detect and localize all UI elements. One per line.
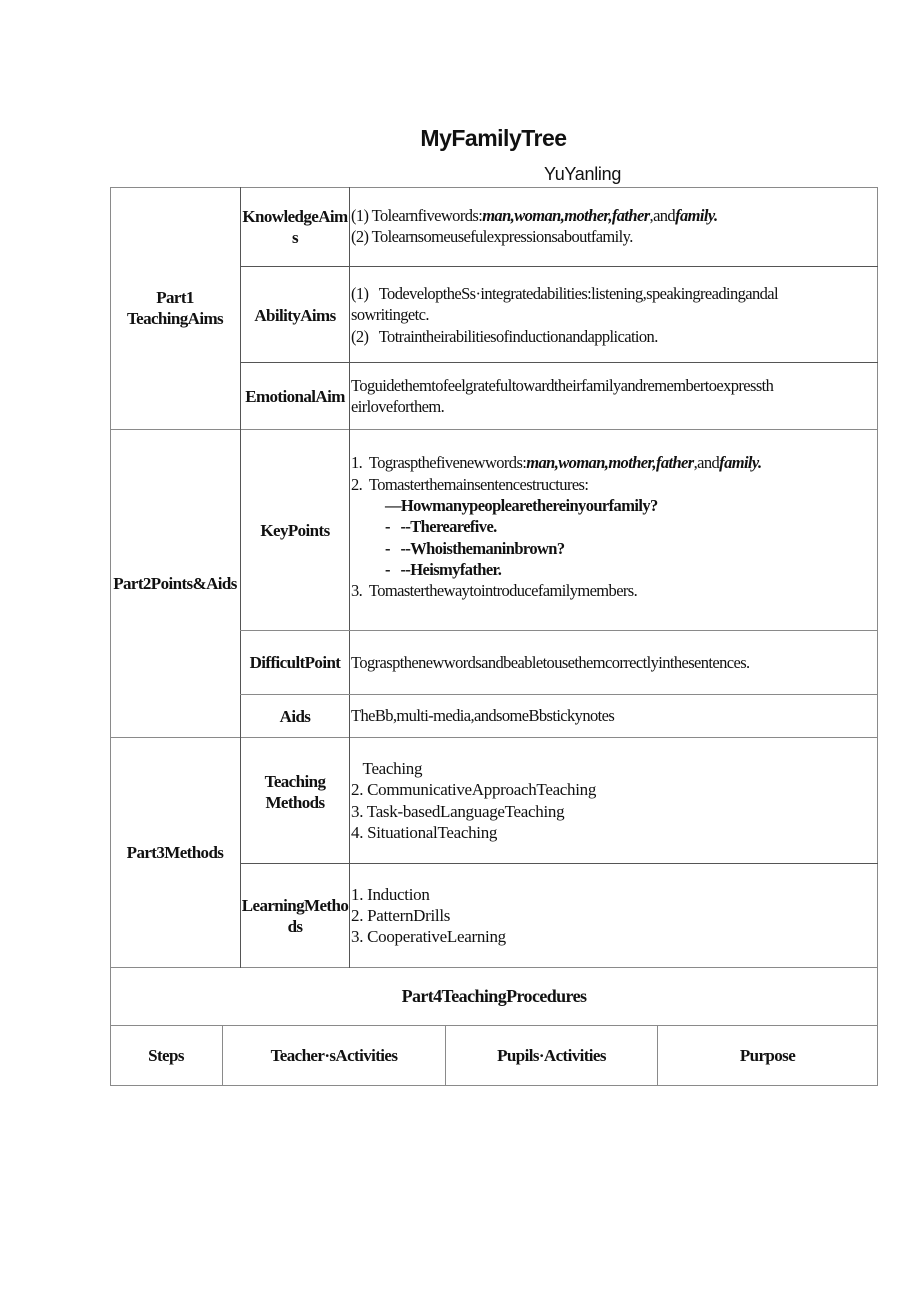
knowledge-aims-label: [241, 187, 349, 267]
key-points-dialog-line-3: - --Whoisthemaninbrown?: [385, 538, 565, 558]
learning-methods-item-1: 1. Induction: [351, 884, 430, 904]
aids-label-text: Aids: [279, 706, 311, 726]
key-points-item-3: 3. Tomasterthewaytointroducefamilymembers.: [351, 581, 638, 601]
learning-methods-label-text: LearningMethods: [241, 895, 349, 936]
column-header-teacher-activities: [223, 1026, 445, 1085]
teaching-methods-item-2: 2. CommunicativeApproachTeaching: [351, 780, 597, 800]
table-border-bottom: [110, 1085, 878, 1086]
difficult-point-text: Tograspthenewwordsandbeabletousethemcorrectlyinthesentences.: [351, 652, 750, 672]
column-header-pupils-activities-text: Pupils·Activities: [497, 1046, 606, 1065]
knowledge-aims-item-2: (2) Tolearnsomeusefulexpressionsaboutfamily.: [351, 227, 633, 247]
key-points-content: [350, 430, 877, 630]
column-header-steps: [110, 1026, 222, 1085]
emotional-aim-line-1: Toguidethemtofeelgratefultowardtheirfamilyandremembertoexpressth: [351, 375, 774, 395]
part3-label-text: Part3Methods: [126, 843, 224, 862]
aids-text: TheBb,multi-media,andsomeBbstickynotes: [351, 706, 615, 726]
ability-aims-label-text: AbilityAims: [254, 305, 336, 325]
part1-label: [110, 187, 240, 429]
document-title: MyFamilyTree: [420, 125, 567, 151]
document-author: YuYanling: [544, 164, 622, 184]
emotional-aim-label-text: EmotionalAim: [245, 386, 345, 406]
column-header-steps-text: Steps: [148, 1046, 184, 1065]
learning-methods-label: [241, 864, 349, 967]
teaching-methods-item-1: Teaching: [351, 759, 423, 778]
column-header-pupils-activities: [446, 1026, 657, 1085]
learning-methods-content: [350, 864, 877, 967]
part3-label: [110, 738, 240, 967]
emotional-aim-content: [350, 363, 877, 429]
column-header-teacher-activities-text: Teacher·sActivities: [270, 1046, 398, 1065]
aids-label: [241, 695, 349, 737]
ability-aims-content: [350, 267, 877, 363]
part1-label-line2: TeachingAims: [126, 309, 224, 328]
emotional-aim-line-2: eirloveforthem.: [351, 397, 445, 416]
learning-methods-item-2: 2. PatternDrills: [351, 905, 451, 925]
key-points-item-1: 1. Tograspthefivenewwords:man,woman,mother,father,andfamily.: [351, 453, 762, 473]
part4-label: [110, 968, 878, 1025]
part4-label-text: Part4TeachingProcedures: [401, 986, 587, 1006]
learning-methods-item-3: 3. CooperativeLearning: [351, 927, 506, 947]
knowledge-aims-label-text: KnowledgeAims: [242, 207, 348, 247]
key-points-label: [241, 430, 349, 630]
ability-aims-item-1-line-1: (1) TodeveloptheSs·integratedabilities:listening,speakingreadingandal: [351, 284, 778, 304]
part2-label: [110, 430, 240, 737]
teaching-methods-label-line2: Methods: [265, 792, 325, 812]
column-header-purpose-text: Purpose: [739, 1046, 796, 1065]
knowledge-aims-content: [350, 187, 877, 267]
ability-aims-label: [241, 267, 349, 363]
key-points-item-2: 2. Tomasterthemainsentencestructures:: [351, 474, 589, 494]
difficult-point-content: [350, 631, 877, 694]
key-points-dialog-line-4: - --Heismyfather.: [385, 559, 502, 579]
knowledge-aims-item-1: (1) Tolearnfivewords:man,woman,mother,father,andfamily.: [351, 206, 718, 225]
part1-label-line1: Part1: [156, 288, 194, 307]
key-points-label-text: KeyPoints: [260, 520, 330, 540]
teaching-methods-label: [241, 738, 349, 863]
teaching-methods-label-line1: Teaching: [264, 771, 326, 791]
table-border-right: [877, 187, 878, 1086]
teaching-methods-item-3: 3. Task-basedLanguageTeaching: [351, 801, 565, 821]
difficult-point-label: [241, 631, 349, 694]
teaching-methods-content: [350, 738, 877, 863]
ability-aims-item-1-line-2: sowritingetc.: [351, 305, 429, 325]
emotional-aim-label: [241, 363, 349, 429]
part2-label-text: Part2Points&Aids: [113, 574, 237, 593]
teaching-methods-item-4: 4. SituationalTeaching: [351, 822, 498, 842]
column-header-purpose: [658, 1026, 877, 1085]
key-points-dialog-line-1: —Howmanypeoplearethereinyourfamily?: [385, 496, 658, 516]
aids-content: [350, 695, 877, 737]
difficult-point-label-text: DifficultPoint: [249, 653, 341, 672]
ability-aims-item-2: (2) Totraintheirabilitiesofinductionandapplication.: [351, 326, 658, 346]
key-points-dialog-line-2: - --Therearefive.: [385, 517, 497, 537]
